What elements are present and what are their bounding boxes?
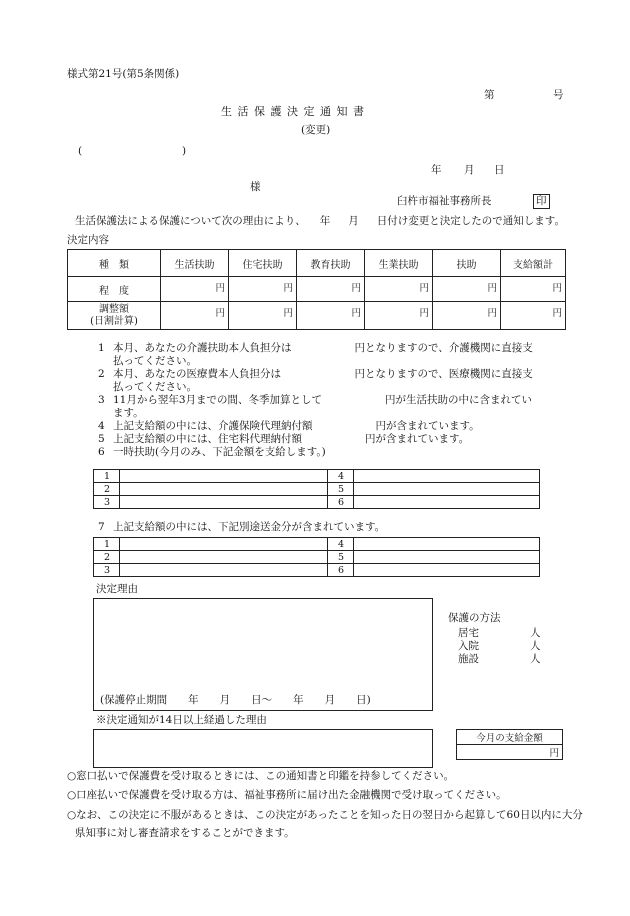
grid-cell bbox=[354, 551, 540, 564]
method-unit: 人 bbox=[530, 653, 541, 665]
grid-row bbox=[94, 496, 540, 509]
grid-num: 4 bbox=[328, 538, 354, 551]
degree-row bbox=[68, 277, 566, 302]
grid-num: 5 bbox=[328, 483, 354, 496]
form-number: 様式第21号(第5条関係) bbox=[67, 68, 180, 80]
grid-cell bbox=[354, 470, 540, 483]
monthly-amount-table bbox=[456, 729, 563, 760]
grid-row bbox=[94, 564, 540, 577]
intro-text bbox=[75, 216, 565, 227]
reason-label: 決定理由 bbox=[96, 583, 138, 595]
header-cell: 生業扶助 bbox=[365, 250, 433, 277]
grid-num: 3 bbox=[94, 564, 120, 577]
method-unit: 人 bbox=[530, 640, 541, 652]
header-cell: 住宅扶助 bbox=[229, 250, 297, 277]
method-facility: 施設 bbox=[458, 653, 479, 665]
unit-cell: 円 bbox=[433, 277, 501, 302]
doc-number-suffix: 号 bbox=[553, 89, 564, 101]
grid-cell bbox=[120, 564, 328, 577]
header-cell: 教育扶助 bbox=[297, 250, 365, 277]
recipient-paren-open: ( bbox=[78, 145, 83, 157]
note-1-line1: 本月、あなたの介護扶助本人負担分は 円となりますので、介護機関に直接支 bbox=[113, 342, 533, 354]
grid-num: 6 bbox=[328, 496, 354, 509]
grid-num: 4 bbox=[328, 470, 354, 483]
unit-cell: 円 bbox=[297, 302, 365, 330]
footer-line-1: ○窓口払いで保護費を受け取るときには、この通知書と印鑑を持参してください。 bbox=[67, 770, 455, 782]
monthly-amount-unit: 円 bbox=[457, 745, 563, 760]
note-2-num: 2 bbox=[98, 368, 105, 380]
grid-num: 3 bbox=[94, 496, 120, 509]
adjust-label-2: (日割計算) bbox=[90, 315, 138, 327]
grid-num: 2 bbox=[94, 551, 120, 564]
unit-cell: 円 bbox=[229, 277, 297, 302]
note-3-line1: 11月から翌年3月までの間、冬季加算として 円が生活扶助の中に含まれてい bbox=[113, 394, 533, 406]
grid-row bbox=[94, 551, 540, 564]
note-3-num: 3 bbox=[98, 394, 105, 406]
intro-part1: 生活保護法による保護について次の理由により、 bbox=[75, 215, 306, 227]
note-7-text: 上記支給額の中には、下記別途送金分が含まれています。 bbox=[113, 521, 386, 533]
seal-mark: 印 bbox=[533, 194, 550, 209]
date-year: 年 bbox=[431, 164, 442, 176]
decision-table bbox=[67, 249, 566, 330]
grid-cell bbox=[120, 496, 328, 509]
note-2-line2: 払ってください。 bbox=[113, 381, 197, 393]
lump-sum-grid bbox=[93, 469, 540, 509]
method-label: 保護の方法 bbox=[448, 612, 501, 624]
unit-cell: 円 bbox=[229, 302, 297, 330]
recipient-paren-close: ) bbox=[182, 145, 187, 157]
grid-num: 2 bbox=[94, 483, 120, 496]
note-6-line1: 一時扶助(今月のみ、下記金額を支給します。) bbox=[113, 446, 326, 458]
footer-line-2: ○口座払いで保護費を受け取る方は、福祉事務所に届け出た金融機関で受け取ってください。 bbox=[67, 789, 507, 801]
method-hospital: 入院 bbox=[458, 640, 479, 652]
grid-row bbox=[94, 470, 540, 483]
date-day: 日 bbox=[494, 164, 505, 176]
unit-cell: 円 bbox=[365, 302, 433, 330]
grid-row bbox=[94, 538, 540, 551]
note-4-num: 4 bbox=[98, 420, 105, 432]
grid-num: 6 bbox=[328, 564, 354, 577]
note-7-num: 7 bbox=[98, 521, 105, 533]
header-cell: 支給額計 bbox=[501, 250, 566, 277]
decision-header-row bbox=[68, 250, 566, 277]
adjust-label-1: 調整額 bbox=[99, 303, 129, 315]
doc-number-prefix: 第 bbox=[484, 89, 495, 101]
remittance-grid bbox=[93, 537, 540, 577]
intro-year: 年 bbox=[319, 215, 331, 227]
footer-line-4: 県知事に対し審査請求をすることができます。 bbox=[75, 827, 295, 839]
note-4-line1: 上記支給額の中には、介護保険代理納付額 円が含まれています。 bbox=[113, 420, 480, 432]
unit-cell: 円 bbox=[297, 277, 365, 302]
grid-num: 1 bbox=[94, 470, 120, 483]
issuer-name: 臼杵市福祉事務所長 bbox=[397, 195, 492, 207]
note-2-line1: 本月、あなたの医療費本人負担分は 円となりますので、医療機関に直接支 bbox=[113, 368, 533, 380]
intro-month: 月 bbox=[348, 215, 359, 227]
issuer-seal bbox=[533, 194, 550, 209]
unit-cell: 円 bbox=[365, 277, 433, 302]
grid-num: 1 bbox=[94, 538, 120, 551]
grid-cell bbox=[120, 538, 328, 551]
note-5-line1: 上記支給額の中には、住宅料代理納付額 円が含まれています。 bbox=[113, 433, 470, 445]
grid-cell bbox=[120, 470, 328, 483]
unit-cell: 円 bbox=[501, 277, 566, 302]
header-cell: 生活扶助 bbox=[161, 250, 229, 277]
degree-label: 程 度 bbox=[68, 277, 161, 302]
grid-cell bbox=[120, 483, 328, 496]
unit-cell: 円 bbox=[161, 302, 229, 330]
adjust-row bbox=[68, 302, 566, 330]
grid-cell bbox=[120, 551, 328, 564]
grid-num: 5 bbox=[328, 551, 354, 564]
recipient-sama: 様 bbox=[250, 181, 261, 193]
date-month: 月 bbox=[464, 164, 475, 176]
late-reason-label: ※決定通知が14日以上経過した理由 bbox=[96, 714, 267, 726]
adjust-label bbox=[68, 302, 161, 330]
monthly-amount-label: 今月の支給金額 bbox=[457, 730, 563, 745]
header-cell: 種 類 bbox=[68, 250, 161, 277]
method-unit: 人 bbox=[530, 627, 541, 639]
grid-cell bbox=[354, 538, 540, 551]
note-1-line2: 払ってください。 bbox=[113, 355, 197, 367]
document-subtitle: (変更) bbox=[301, 124, 331, 136]
footer-line-3: ○なお、この決定に不服があるときは、この決定があったことを知った日の翌日から起算して60日以内に大分 bbox=[67, 809, 583, 821]
grid-cell bbox=[354, 483, 540, 496]
suspension-period: (保護停止期間 年 月 日〜 年 月 日) bbox=[100, 694, 371, 706]
note-1-num: 1 bbox=[98, 342, 105, 354]
method-home: 居宅 bbox=[458, 627, 479, 639]
late-reason-box bbox=[93, 729, 433, 768]
note-5-num: 5 bbox=[98, 433, 105, 445]
unit-cell: 円 bbox=[501, 302, 566, 330]
grid-cell bbox=[354, 496, 540, 509]
header-cell: 扶助 bbox=[433, 250, 501, 277]
unit-cell: 円 bbox=[433, 302, 501, 330]
grid-row bbox=[94, 483, 540, 496]
grid-cell bbox=[354, 564, 540, 577]
unit-cell: 円 bbox=[161, 277, 229, 302]
document-title: 生 活 保 護 決 定 通 知 書 bbox=[221, 105, 365, 118]
intro-part2: 日付け変更と決定したので通知します。 bbox=[376, 215, 565, 227]
decision-label: 決定内容 bbox=[67, 234, 109, 246]
reason-box bbox=[93, 598, 433, 711]
note-3-line2: ます。 bbox=[113, 407, 144, 419]
note-6-num: 6 bbox=[98, 446, 105, 458]
